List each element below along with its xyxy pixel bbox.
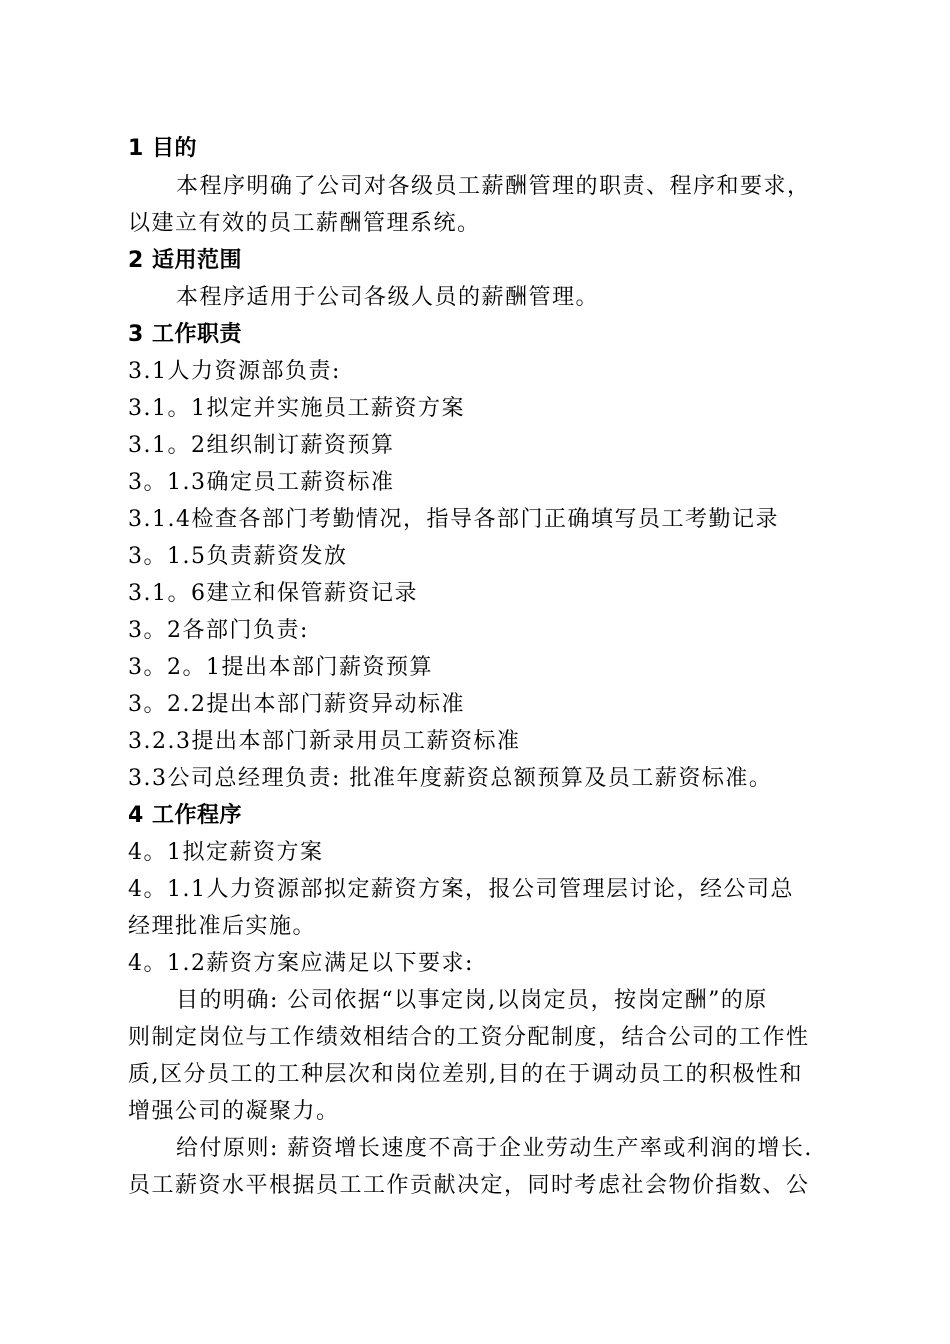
section-3-item: 3.1。1拟定并实施员工薪资方案 (128, 396, 465, 421)
section-3-item: 3.2.3提出本部门新录用员工薪资标准 (128, 729, 521, 754)
section-3-item: 3.1人力资源部负责: (128, 359, 341, 384)
section-3-item: 3。2.2提出本部门薪资异动标准 (128, 692, 465, 717)
section-3-heading: 3 工作职责 (128, 322, 242, 347)
pay-principle-paragraph-line: 员工薪资水平根据员工工作贡献决定，同时考虑社会物价指数、公 (128, 1173, 810, 1198)
pay-principle-paragraph-line: 给付原则: 薪资增长速度不高于企业劳动生产率或利润的增长. (176, 1136, 813, 1161)
section-2-paragraph: 本程序适用于公司各级人员的薪酬管理。 (176, 285, 600, 310)
section-4-item: 4。1拟定薪资方案 (128, 840, 324, 865)
section-4-item: 4。1.1人力资源部拟定薪资方案，报公司管理层讨论，经公司总 (128, 877, 794, 902)
goal-paragraph-line: 目的明确: 公司依据“以事定岗,以岗定员，按岗定酬”的原 (176, 988, 768, 1013)
section-4-item: 4。1.2薪资方案应满足以下要求: (128, 951, 474, 976)
section-1-paragraph-line-1: 本程序明确了公司对各级员工薪酬管理的职责、程序和要求， (176, 174, 811, 199)
section-3-item: 3。1.3确定员工薪资标准 (128, 470, 395, 495)
goal-paragraph-line: 则制定岗位与工作绩效相结合的工资分配制度，结合公司的工作性 (128, 1025, 810, 1050)
section-4-heading: 4 工作程序 (128, 803, 242, 828)
section-3-item: 3.3公司总经理负责: 批准年度薪资总额预算及员工薪资标准。 (128, 766, 773, 791)
section-1-paragraph-line-2: 以建立有效的员工薪酬管理系统。 (128, 211, 481, 236)
section-3-item: 3.1。2组织制订薪资预算 (128, 433, 395, 458)
section-2-heading: 2 适用范围 (128, 248, 242, 273)
section-4-item: 经理批准后实施。 (128, 914, 317, 939)
section-3-item: 3.1。6建立和保管薪资记录 (128, 581, 418, 606)
goal-paragraph-line: 增强公司的凝聚力。 (128, 1099, 340, 1124)
section-3-item: 3。2。1提出本部门薪资预算 (128, 655, 433, 680)
section-3-item: 3.1.4检查各部门考勤情况，指导各部门正确填写员工考勤记录 (128, 507, 779, 532)
section-3-item: 3。2各部门负责: (128, 618, 309, 643)
section-1-heading: 1 目的 (128, 136, 197, 161)
section-3-item: 3。1.5负责薪资发放 (128, 544, 348, 569)
goal-paragraph-line: 质,区分员工的工种层次和岗位差别,目的在于调动员工的积极性和 (128, 1062, 803, 1087)
